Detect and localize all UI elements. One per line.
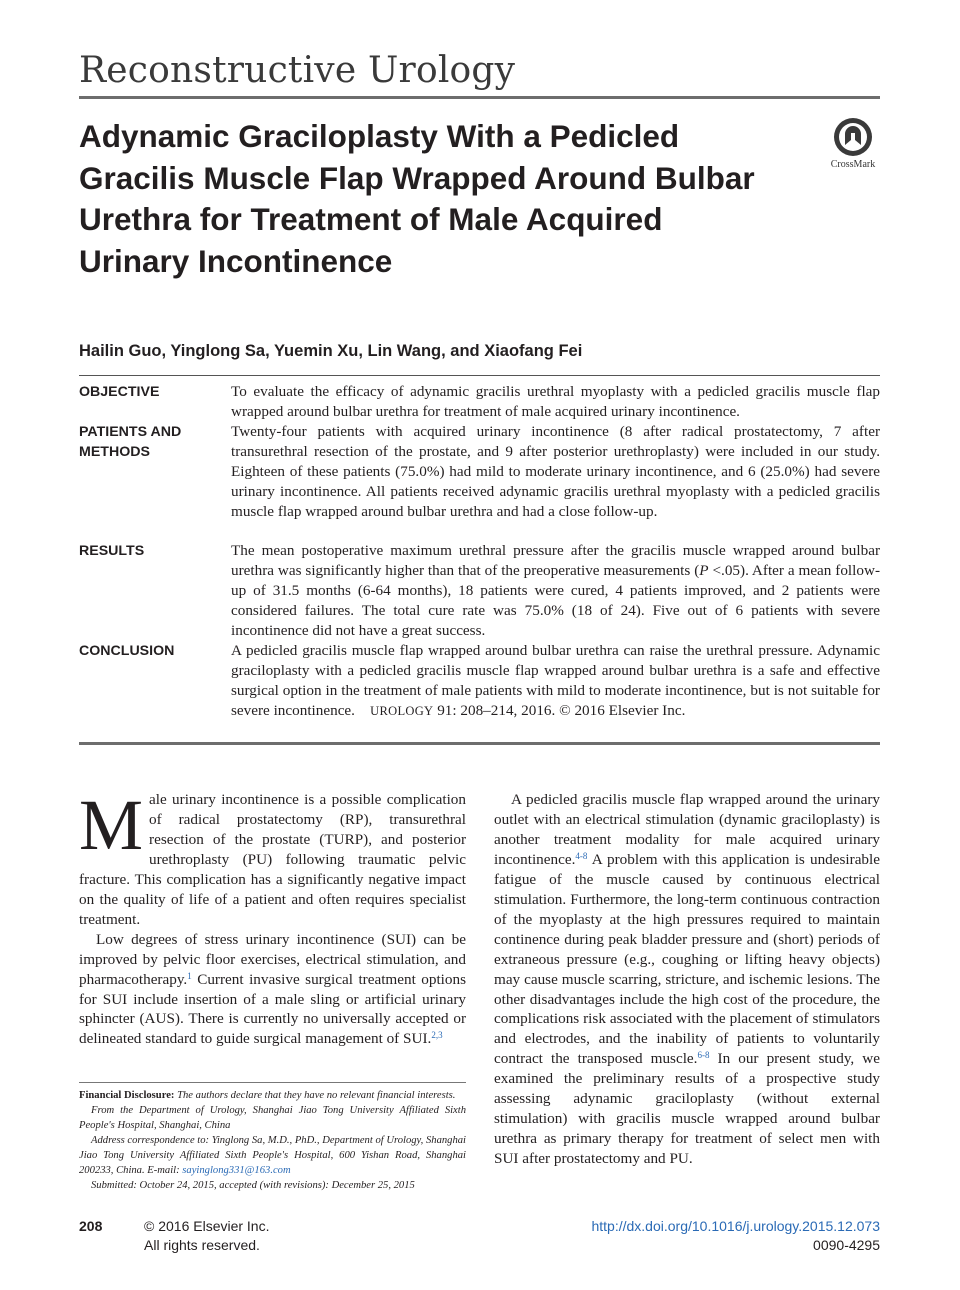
- financial-disclosure: [79, 1088, 466, 1103]
- paragraph-text: A pedicled gracilis muscle flap wrapped around the urinary outlet with an electrical stimulation (dynamic graciloplasty) is another treatment modality for male acquired urinary incontinence.: [494, 791, 880, 868]
- reference-link[interactable]: 6-8: [697, 1050, 710, 1061]
- conclusion-text: A pedicled gracilis muscle flap wrapped around bulbar urethra can raise the urethral pressure. Adynamic graciloplasty with a pedicled gracilis muscle flap wrapped around bulbar urethra is a safe and effective surgical option in the treatment of male patients with mild to moderate incontinence, but is not suitable for severe incontinence.: [231, 642, 880, 719]
- paragraph-text: Current invasive surgical treatment options for SUI include insertion of a male sling or artificial urinary sphincter (AUS). There is currently no universally accepted or delineated standard to guide surgical management of SUI.: [79, 970, 466, 1048]
- doi-block: [591, 1217, 880, 1255]
- page-number: 208: [79, 1218, 103, 1234]
- paragraph-text: Low degrees of stress urinary incontinence (SUI) can be improved by pelvic floor exercises, electrical stimulation, and pharmacotherapy.: [79, 930, 466, 988]
- reference-link[interactable]: 1: [187, 970, 192, 981]
- rights-line: All rights reserved.: [144, 1237, 260, 1253]
- abstract-text: [231, 641, 880, 722]
- crossmark-icon: [833, 117, 873, 157]
- copyright-block: [144, 1217, 270, 1255]
- header-divider: [79, 96, 880, 99]
- paragraph-text: ale urinary incontinence is a possible complication of radical prostatectomy (RP), transurethral resection of the prostate (TURP), and posterior urethroplasty (PU) following traumatic pelvic fracture. This complication has a significantly negative impact on the quality of life of a patient and often requires specialist treatment.: [79, 791, 466, 928]
- results-text-part: <.05). After a mean follow-up of 31.5 months (6-64 months), 18 patients were cured, 4 patients improved, and 2 patients were considered failures. The total cure rate was 75.0% (18 of 24). Five out of 6 patients with severe incontinence did not have a great success.: [231, 561, 880, 639]
- body-column-left: [79, 785, 466, 1049]
- footnote-divider: [79, 1082, 466, 1083]
- abstract-text: Twenty-four patients with acquired urinary incontinence (8 after radical prostatectomy, 7 after transurethral resection of the prostate, and 9 after posterior urethroplasty) were included in our study. Eighteen of these patients (75.0%) had mild to moderate urinary incontinence, and 6 (25.0%) had severe urinary incontinence. All patients received adynamic gracilis urethral myoplasty with a pedicled gracilis muscle flap wrapped around bulbar urethra and had a close follow-up.: [231, 423, 880, 520]
- paragraph-text: In our present study, we examined the preliminary results of a prospective study assessing adynamic graciloplasty (without external stimulation) with gracilis muscle wrapped around bulbar urethra as primary therapy for treatment of select men with SUI after prostatectomy and PU.: [494, 1050, 880, 1168]
- abstract-label: OBJECTIVE: [79, 384, 160, 400]
- abstract-text: To evaluate the efficacy of adynamic gracilis urethral myoplasty with a pedicled gracilis muscle flap wrapped around bulbar urethra for treatment of male acquired urinary incontinence.: [231, 383, 880, 420]
- issn: 0090-4295: [813, 1237, 880, 1253]
- abstract-label: RESULTS: [79, 543, 145, 559]
- abstract-label: CONCLUSION: [79, 643, 175, 659]
- submission-dates: Submitted: October 24, 2015, accepted (with revisions): December 25, 2015: [91, 1180, 415, 1191]
- correspondence: [79, 1133, 466, 1178]
- doi-link[interactable]: http://dx.doi.org/10.1016/j.urology.2015.12.073: [591, 1218, 880, 1234]
- correspondence-text: Address correspondence to: Yinglong Sa, M.D., PhD., Department of Urology, Shanghai Jiao Tong University Affiliated Sixth People's Hospital, 600 Yishan Road, Shanghai 200233, China. E-mail:: [79, 1135, 466, 1176]
- body-paragraph: [79, 785, 466, 930]
- body-paragraph: [494, 790, 880, 1169]
- footnotes: [79, 1088, 466, 1193]
- copyright-line: © 2016 Elsevier Inc.: [144, 1218, 270, 1234]
- body-column-right: [494, 790, 880, 1169]
- email-link[interactable]: sayinglong331@163.com: [182, 1165, 291, 1176]
- drop-cap: M: [79, 785, 144, 865]
- abstract-bottom-divider: [79, 742, 880, 745]
- reference-link[interactable]: 2,3: [431, 1030, 443, 1041]
- author-list: Hailin Guo, Yinglong Sa, Yuemin Xu, Lin Wang, and Xiaofang Fei: [79, 342, 583, 360]
- abstract-top-divider: [79, 375, 880, 376]
- results-text-part: The mean postoperative maximum urethral pressure after the gracilis muscle wrapped around bulbar urethra was significantly higher than that of the preoperative measurements (: [231, 542, 880, 579]
- reference-link[interactable]: 4-8: [575, 850, 588, 861]
- p-value-symbol: P: [699, 561, 709, 579]
- article-title: Adynamic Graciloplasty With a Pedicled Gracilis Muscle Flap Wrapped Around Bulbar Urethra for Treatment of Male Acquired Urinary Incontinence: [79, 118, 755, 279]
- body-paragraph: [79, 930, 466, 1050]
- abstract-label: PATIENTS AND METHODS: [79, 424, 182, 460]
- disclosure-label: Financial Disclosure:: [79, 1090, 175, 1101]
- affiliation: From the Department of Urology, Shanghai Jiao Tong University Affiliated Sixth People's Hospital, Shanghai, China: [79, 1105, 466, 1131]
- disclosure-text: The authors declare that they have no relevant financial interests.: [174, 1090, 456, 1101]
- abstract-text: [231, 541, 880, 641]
- crossmark-badge[interactable]: [826, 117, 880, 170]
- crossmark-label: CrossMark: [830, 159, 876, 170]
- citation-details: 91: 208–214, 2016. © 2016 Elsevier Inc.: [433, 701, 686, 719]
- citation-journal: UROLOGY: [370, 703, 434, 718]
- paragraph-text: A problem with this application is undesirable fatigue of the muscle caused by continuous electrical stimulation. Furthermore, the long-term continuous contraction of the myoplasty at the high pressures required to maintain continence during peak bladder pressure and (short) periods of extraneous pressure (e.g., coughing or lifting heavy objects) may cause muscle scarring, stricture, and ischemic lesions. The other disadvantages include the high cost of the procedure, the complications risk associated with the placement of stimulators and electrodes, and the inability of patients to voluntarily contract the transposed muscle.: [494, 850, 880, 1068]
- journal-section-title: Reconstructive Urology: [79, 50, 516, 91]
